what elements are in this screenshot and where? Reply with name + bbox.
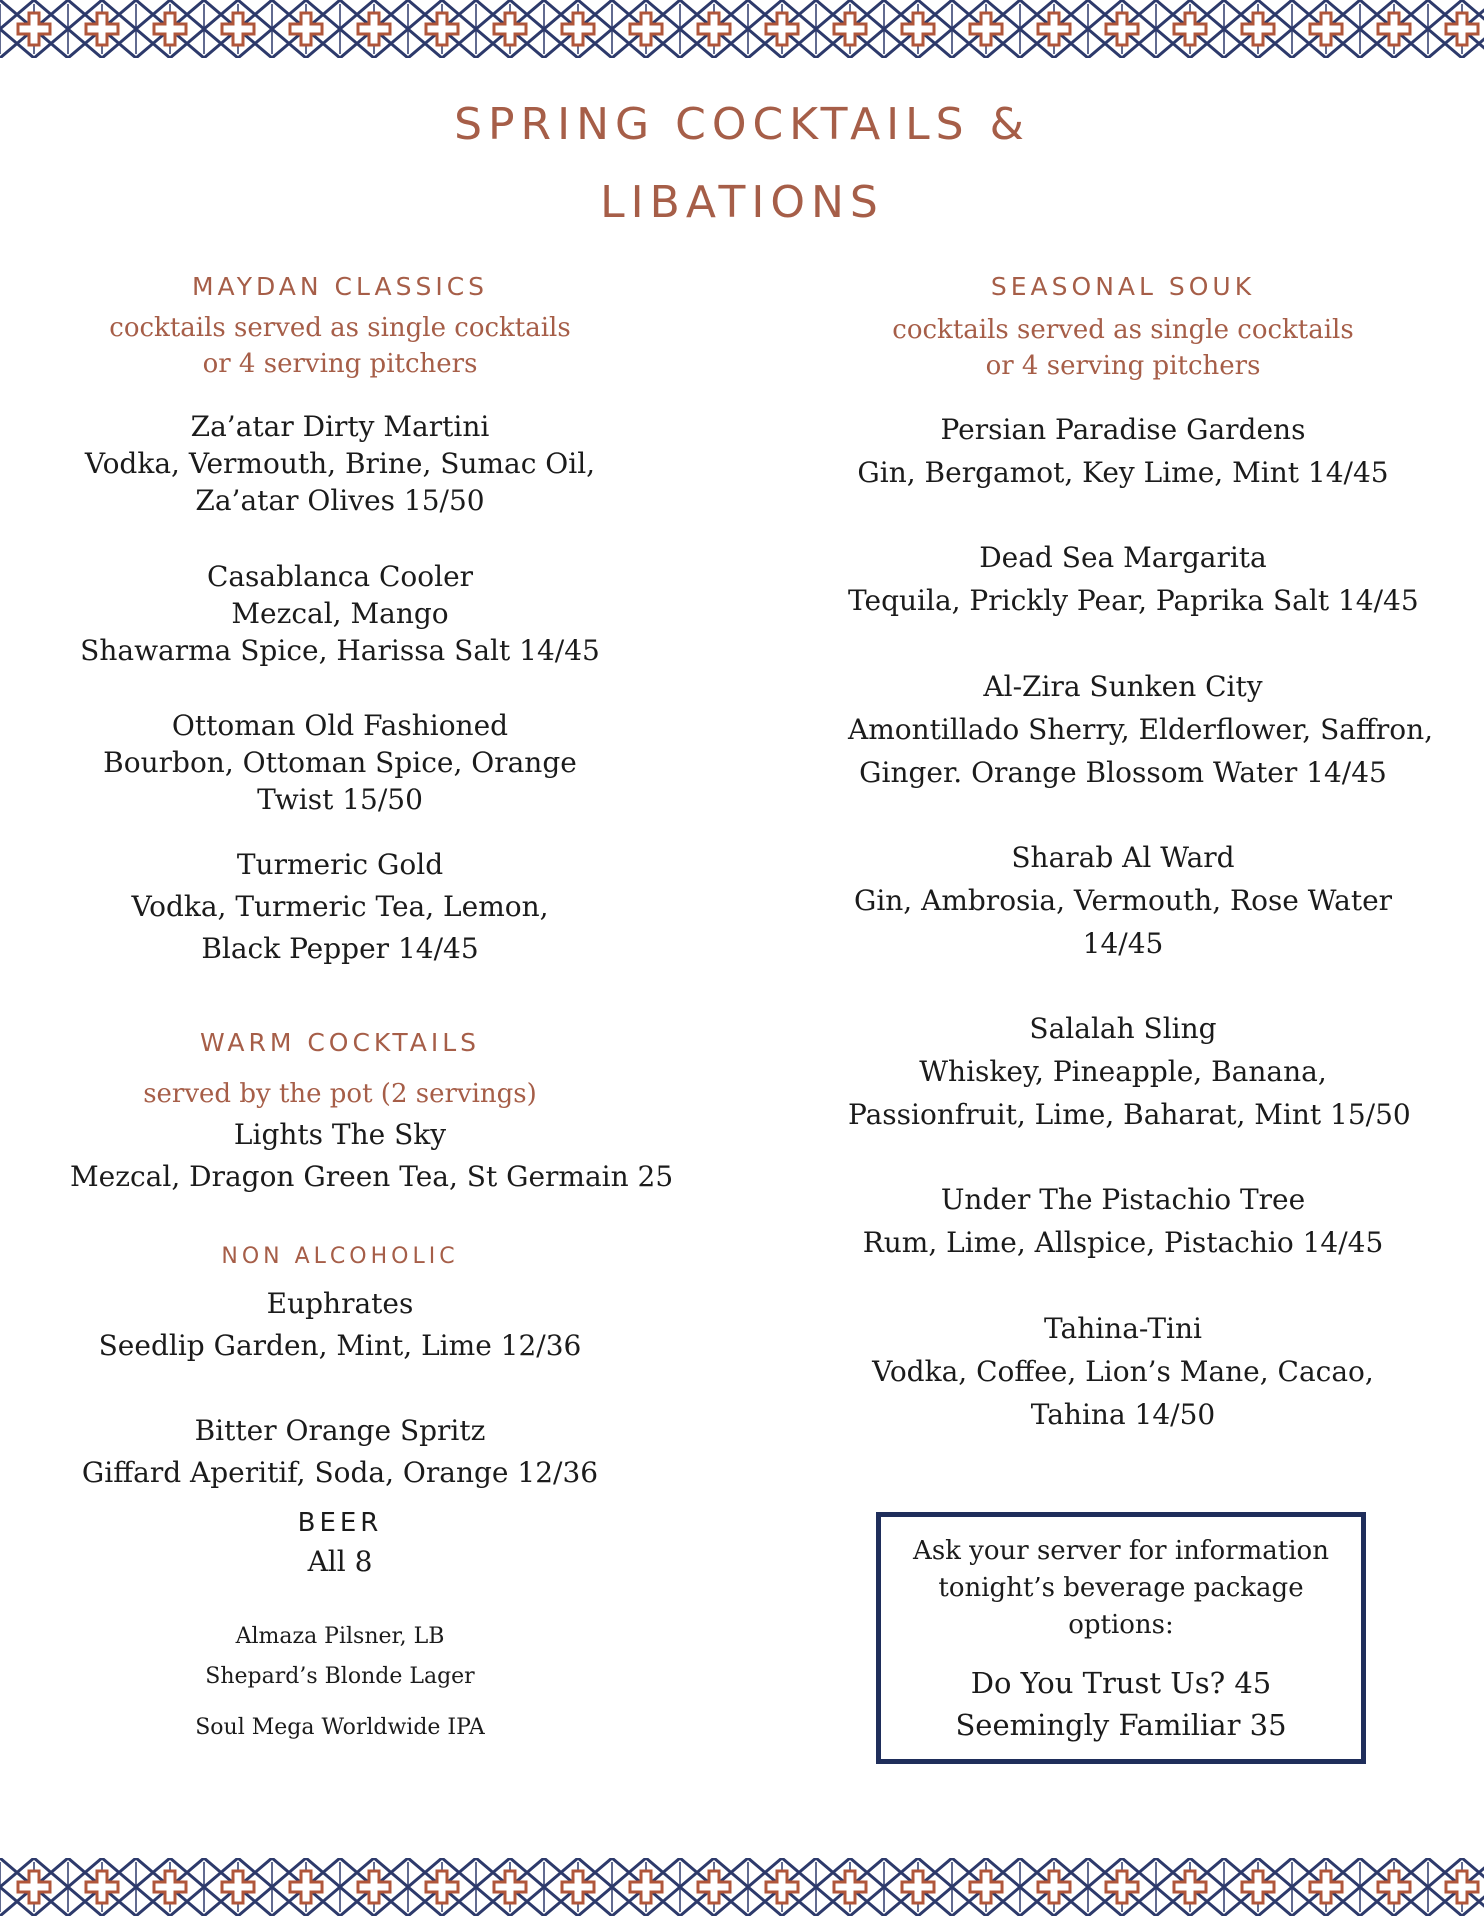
item-name: Turmeric Gold xyxy=(236,848,444,881)
menu-item-lights-the-sky xyxy=(70,1114,674,1198)
menu-item-zaatar-dirty-martini xyxy=(70,408,610,519)
menu-item-euphrates xyxy=(70,1283,610,1367)
item-description: Za’atar Olives 15/50 xyxy=(195,484,485,517)
non-alcoholic-heading: NON ALCOHOLIC xyxy=(221,1244,459,1269)
info-message xyxy=(881,1533,1361,1644)
page-title-line-1: SPRING COCKTAILS & xyxy=(454,99,1030,150)
page-title xyxy=(0,86,1484,242)
menu-item-under-the-pistachio-tree xyxy=(848,1178,1398,1264)
item-description: Giffard Aperitif, Soda, Orange 12/36 xyxy=(81,1456,599,1489)
item-name: Dead Sea Margarita xyxy=(979,541,1267,574)
item-description: Whiskey, Pineapple, Banana, xyxy=(919,1055,1327,1088)
package-item: Seemingly Familiar 35 xyxy=(955,1708,1287,1742)
list-item: Soul Mega Worldwide IPA xyxy=(195,1715,485,1740)
item-description: Seedlip Garden, Mint, Lime 12/36 xyxy=(98,1329,582,1362)
seasonal-souk-heading: SEASONAL SOUK xyxy=(990,272,1256,301)
item-description: Vodka, Coffee, Lion’s Mane, Cacao, xyxy=(872,1355,1374,1388)
subtitle-line: or 4 serving pitchers xyxy=(985,351,1261,381)
menu-item-bitter-orange-spritz xyxy=(70,1410,610,1494)
info-message-line: options: xyxy=(1068,1610,1174,1640)
menu-item-salalah-sling xyxy=(848,1007,1411,1136)
item-description: Twist 15/50 xyxy=(257,783,423,816)
item-description: Gin, Ambrosia, Vermouth, Rose Water xyxy=(853,884,1393,917)
item-name: Sharab Al Ward xyxy=(1011,841,1235,874)
beer-price: All 8 xyxy=(307,1545,373,1578)
menu-item-al-zira-sunken-city xyxy=(848,665,1434,794)
info-message-line: tonight’s beverage package xyxy=(938,1573,1304,1603)
item-description: Amontillado Sherry, Elderflower, Saffron, xyxy=(848,713,1434,746)
top-pattern-border xyxy=(0,0,1484,58)
item-name: Tahina-Tini xyxy=(1044,1312,1202,1345)
maydan-classics-heading: MAYDAN CLASSICS xyxy=(191,272,489,301)
menu-item-turmeric-gold xyxy=(70,844,610,970)
item-description: 14/45 xyxy=(1082,927,1164,960)
item-name: Bitter Orange Spritz xyxy=(194,1414,486,1447)
subtitle-line: cocktails served as single cocktails xyxy=(892,315,1354,345)
item-description: Mezcal, Mango xyxy=(231,597,449,630)
item-description: Vodka, Vermouth, Brine, Sumac Oil, xyxy=(84,447,596,480)
subtitle-line: or 4 serving pitchers xyxy=(202,349,478,379)
lattice-cross-border-icon xyxy=(0,1858,1484,1916)
subtitle-line: cocktails served as single cocktails xyxy=(109,313,571,343)
menu-item-casablanca-cooler xyxy=(70,558,610,669)
item-description: Vodka, Turmeric Tea, Lemon, xyxy=(131,890,549,923)
menu-item-dead-sea-margarita xyxy=(848,536,1419,622)
item-name: Persian Paradise Gardens xyxy=(940,413,1306,446)
package-item: Do You Trust Us? 45 xyxy=(970,1666,1272,1700)
item-name: Casablanca Cooler xyxy=(206,560,474,593)
item-description: Rum, Lime, Allspice, Pistachio 14/45 xyxy=(862,1226,1384,1259)
item-name: Salalah Sling xyxy=(1029,1012,1217,1045)
menu-item-sharab-al-ward xyxy=(848,836,1398,965)
item-description: Tahina 14/50 xyxy=(1030,1398,1216,1431)
menu-item-tahina-tini xyxy=(848,1307,1398,1436)
maydan-classics-subtitle xyxy=(70,310,610,382)
item-description: Ginger. Orange Blossom Water 14/45 xyxy=(859,756,1387,789)
bottom-pattern-border xyxy=(0,1858,1484,1916)
lattice-cross-border-icon xyxy=(0,0,1484,58)
warm-cocktails-heading: WARM COCKTAILS xyxy=(200,1028,480,1057)
menu-item-ottoman-old-fashioned xyxy=(70,707,610,818)
item-description: Black Pepper 14/45 xyxy=(201,932,479,965)
item-description: Passionfruit, Lime, Baharat, Mint 15/50 xyxy=(848,1098,1411,1131)
item-description: Tequila, Prickly Pear, Paprika Salt 14/45 xyxy=(848,584,1419,617)
beverage-package-info-box xyxy=(876,1512,1366,1764)
item-name: Under The Pistachio Tree xyxy=(940,1183,1306,1216)
beer-list xyxy=(70,1616,610,1742)
package-list xyxy=(881,1662,1361,1746)
beer-heading: BEER xyxy=(297,1508,383,1538)
warm-cocktails-subtitle: served by the pot (2 servings) xyxy=(143,1079,537,1109)
item-description: Shawarma Spice, Harissa Salt 14/45 xyxy=(80,634,600,667)
list-item: Almaza Pilsner, LB xyxy=(235,1624,445,1649)
item-description: Gin, Bergamot, Key Lime, Mint 14/45 xyxy=(857,456,1389,489)
item-description: Bourbon, Ottoman Spice, Orange xyxy=(103,746,577,779)
seasonal-souk-subtitle xyxy=(848,312,1398,384)
item-name: Al-Zira Sunken City xyxy=(983,670,1263,703)
page-title-line-2: LIBATIONS xyxy=(600,177,884,228)
item-name: Ottoman Old Fashioned xyxy=(171,709,509,742)
item-name: Za’atar Dirty Martini xyxy=(190,410,490,443)
menu-item-persian-paradise-gardens xyxy=(848,408,1398,494)
list-item: Shepard’s Blonde Lager xyxy=(205,1664,475,1689)
item-name: Lights The Sky xyxy=(233,1118,447,1151)
item-name: Euphrates xyxy=(266,1287,414,1320)
info-message-line: Ask your server for information xyxy=(913,1536,1329,1566)
item-description: Mezcal, Dragon Green Tea, St Germain 25 xyxy=(70,1160,674,1193)
